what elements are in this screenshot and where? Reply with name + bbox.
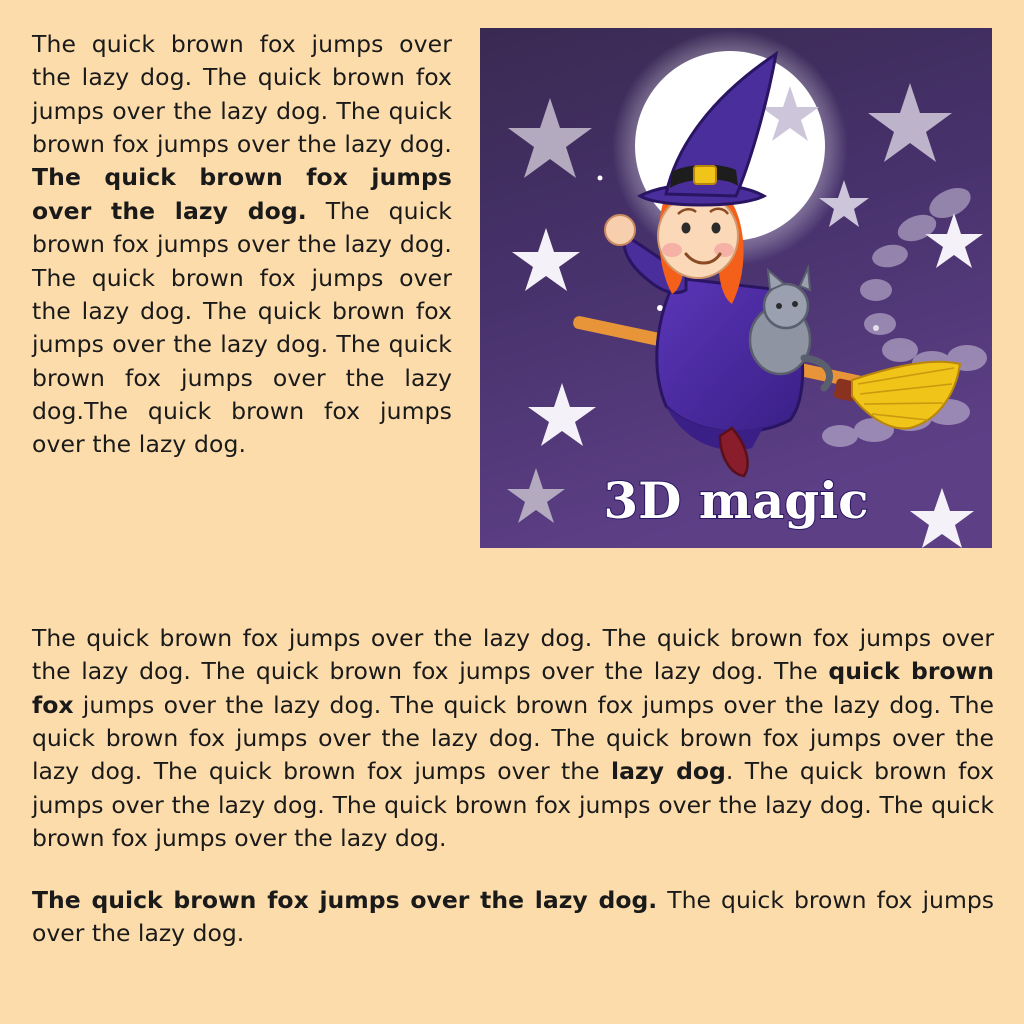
paragraph-2 [32,884,994,951]
paragraph-1-bold1: quick brown fox [32,657,994,719]
paragraph-1-part2: jumps over the lazy dog. The quick brown fox jumps over the lazy dog. The quick brown fox jumps over the lazy dog. The quick brown fox jumps over the lazy dog. The quick brown fox jumps over the [32,690,994,786]
top-section [32,28,992,548]
left-column-part2: The quick brown fox jumps over the lazy dog. The quick brown fox jumps over the lazy dog. The quick brown fox jumps over the lazy dog. The quick brown fox jumps over the lazy dog.The quick brown fox jumps over the lazy dog. [32,196,452,459]
left-column-bold1: The quick brown fox jumps over the lazy dog. [32,163,452,225]
illustration-caption: 3D magic [603,471,869,530]
left-column-part1: The quick brown fox jumps over the lazy dog. The quick brown fox jumps over the lazy dog. The quick brown fox jumps over the lazy dog. [32,30,452,159]
witch-illustration [480,28,992,548]
paragraph-1-bold2: lazy dog [611,757,726,786]
paragraph-1-part1: The quick brown fox jumps over the lazy dog. The quick brown fox jumps over the lazy dog. The quick brown fox jumps over the lazy dog. The [32,624,994,686]
paragraph-2-bold1: The quick brown fox jumps over the lazy dog. [32,885,658,914]
paragraph-1-part3: . The quick brown fox jumps over the lazy dog. The quick brown fox jumps over the lazy dog. The quick brown fox jumps over the lazy dog. [32,757,994,853]
left-column-text [32,28,452,462]
paragraph-1 [32,622,994,856]
paragraph-2-part1: The quick brown fox jumps over the lazy dog. [32,885,994,947]
body-text [32,622,994,950]
